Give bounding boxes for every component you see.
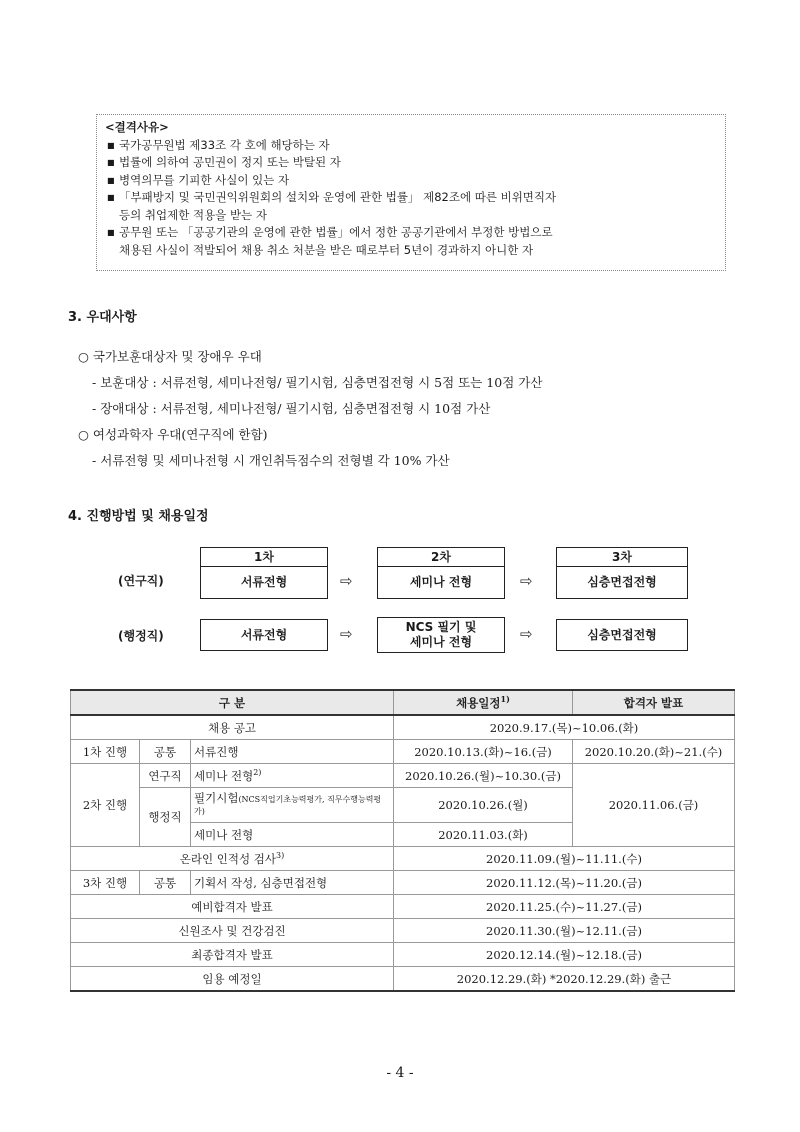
table-header: 구 분 — [71, 690, 394, 715]
preference-line: ○ 국가보훈대상자 및 장애우 우대 — [78, 349, 262, 364]
research-stage3-box — [556, 547, 688, 599]
stage-header: 3차 — [557, 548, 687, 567]
table-header: 합격자 발표 — [573, 690, 735, 715]
table-cell: 기획서 작성, 심층면접전형 — [191, 871, 394, 895]
table-cell: 예비합격자 발표 — [71, 895, 394, 919]
list-item: 채용된 사실이 적발되어 채용 취소 처분을 받은 때로부터 5년이 경과하지 아니한 자 — [119, 242, 534, 257]
table-cell: 임용 예정일 — [71, 967, 394, 992]
admin-stage2-box — [377, 617, 505, 653]
stage-step: 서류전형 — [240, 575, 288, 589]
table-cell: 2020.9.17.(목)~10.06.(화) — [394, 715, 735, 740]
stage-header: 1차 — [201, 548, 327, 567]
table-cell: 채용 공고 — [71, 715, 394, 740]
research-stage2-box — [377, 547, 505, 599]
section4-title: 4. 진행방법 및 채용일정 — [68, 509, 209, 524]
arrow-right-icon: ⇨ — [340, 625, 353, 643]
table-cell: 3차 진행 — [71, 871, 140, 895]
table-cell: 2020.10.26.(월) — [394, 788, 573, 823]
preference-line: - 보훈대상 : 서류전형, 세미나전형/ 필기시험, 심층면접전형 시 5점 또는 10점 가산 — [92, 375, 543, 390]
table-cell: 신원조사 및 건강검진 — [71, 919, 394, 943]
table-cell: 필기시험(NCS직업기초능력평가, 직무수행능력평가) — [191, 788, 394, 823]
disqualification-box — [96, 114, 726, 271]
table-cell: 2020.11.09.(월)~11.11.(수) — [394, 847, 735, 871]
stage-step: NCS 필기 및 — [405, 620, 477, 634]
table-header-row — [71, 690, 735, 715]
arrow-right-icon: ⇨ — [520, 625, 533, 643]
list-item: ■ 국가공무원법 제33조 각 호에 해당하는 자 — [105, 137, 717, 155]
admin-stage3-box: 심층면접전형 — [556, 619, 688, 651]
table-cell: 2020.11.25.(수)~11.27.(금) — [394, 895, 735, 919]
preference-list — [78, 344, 542, 474]
table-row — [71, 764, 735, 788]
schedule-table — [70, 689, 735, 992]
stage-header: 2차 — [378, 548, 504, 567]
table-cell: 1차 진행 — [71, 740, 140, 764]
research-row-label: (연구직) — [118, 574, 164, 588]
stage-step: 세미나 전형 — [409, 575, 473, 589]
table-cell: 온라인 인적성 검사$^{3)}$ — [71, 847, 394, 871]
table-cell: 세미나 전형$^{2)}$ — [191, 764, 394, 788]
arrow-right-icon: ⇨ — [340, 572, 353, 590]
table-cell: 연구직 — [140, 764, 191, 788]
table-cell: 2020.12.29.(화) *2020.12.29.(화) 출근 — [394, 967, 735, 992]
preference-line: - 장애대상 : 서류전형, 세미나전형/ 필기시험, 심층면접전형 시 10점 가산 — [92, 401, 491, 416]
table-cell: 2020.12.14.(월)~12.18.(금) — [394, 943, 735, 967]
table-header: 채용일정$^{1)}$ — [394, 690, 573, 715]
list-item: ■ 법률에 의하여 공민권이 정지 또는 박탈된 자 — [105, 154, 717, 172]
table-cell: 세미나 전형 — [191, 823, 394, 847]
table-cell: 2020.11.03.(화) — [394, 823, 573, 847]
table-row — [71, 895, 735, 919]
table-row — [71, 871, 735, 895]
table-row — [71, 715, 735, 740]
stage-step: 심층면접전형 — [587, 575, 657, 589]
preference-line: ○ 여성과학자 우대(연구직에 한함) — [78, 427, 268, 442]
page-number: - 4 - — [386, 1065, 414, 1081]
table-cell: 2020.11.30.(월)~12.11.(금) — [394, 919, 735, 943]
list-item: ■ 공무원 또는 「공공기관의 운영에 관한 법률」에서 정한 공공기관에서 부정한 방법으로 — [105, 224, 717, 242]
disqualification-title: <결격사유> — [105, 120, 169, 134]
table-cell: 2020.10.26.(월)~10.30.(금) — [394, 764, 573, 788]
table-cell: 행정직 — [140, 788, 191, 847]
table-cell: 2020.10.13.(화)~16.(금) — [394, 740, 573, 764]
table-row — [71, 967, 735, 992]
table-row — [71, 919, 735, 943]
table-cell: 2020.11.06.(금) — [573, 764, 735, 847]
admin-stage1-box: 서류전형 — [200, 619, 328, 651]
table-cell: 서류진행 — [191, 740, 394, 764]
list-item: ■ 「부패방지 및 국민권익위원회의 설치와 운영에 관한 법률」 제82조에 따른 비위면직자 — [105, 189, 717, 207]
table-cell: 2차 진행 — [71, 764, 140, 847]
table-cell: 2020.11.12.(목)~11.20.(금) — [394, 871, 735, 895]
table-row — [71, 943, 735, 967]
table-row — [71, 847, 735, 871]
table-cell: 공통 — [140, 740, 191, 764]
list-item: 등의 취업제한 적용을 받는 자 — [119, 207, 267, 222]
admin-row-label: (행정직) — [118, 629, 164, 643]
disqualification-list — [105, 137, 717, 260]
preference-line: - 서류전형 및 세미나전형 시 개인취득점수의 전형별 각 10% 가산 — [92, 453, 450, 468]
list-item: ■ 병역의무를 기피한 사실이 있는 자 — [105, 172, 717, 190]
arrow-right-icon: ⇨ — [520, 572, 533, 590]
section3-title: 3. 우대사항 — [68, 310, 137, 325]
table-cell: 2020.10.20.(화)~21.(수) — [573, 740, 735, 764]
table-cell: 공통 — [140, 871, 191, 895]
table-row — [71, 740, 735, 764]
stage-step: 세미나 전형 — [409, 635, 473, 649]
research-stage1-box — [200, 547, 328, 599]
table-cell: 최종합격자 발표 — [71, 943, 394, 967]
